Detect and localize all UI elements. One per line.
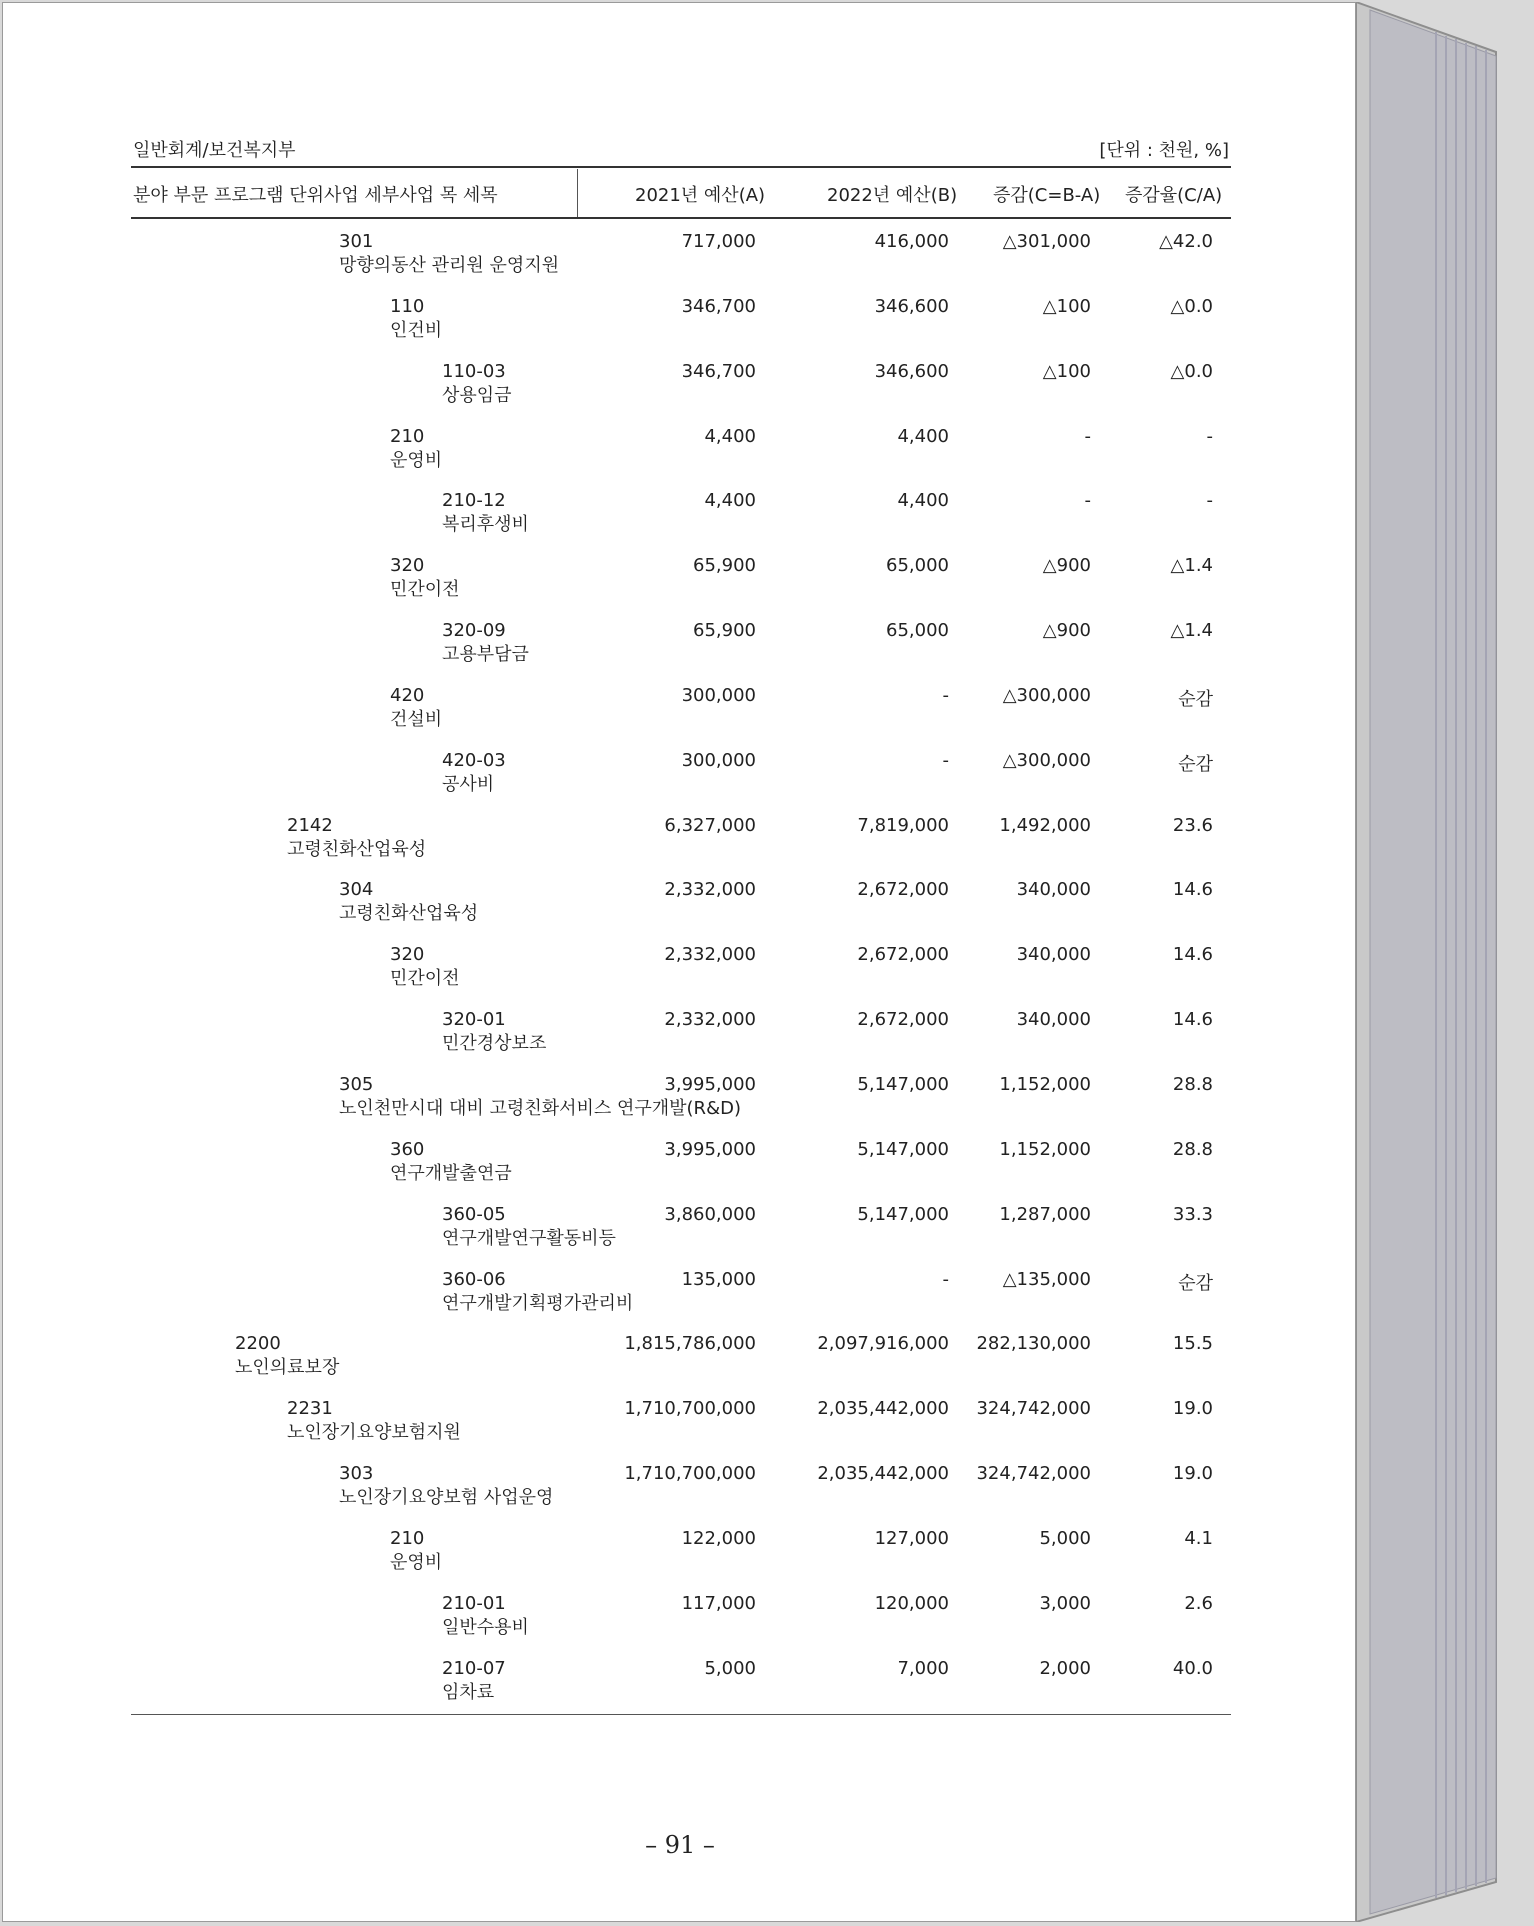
budget-2021-value: 4,400 [704, 490, 756, 512]
item-code: 210-07 [442, 1657, 506, 1679]
rate-value: 순감 [1178, 688, 1213, 710]
table-row [131, 1070, 1231, 1135]
item-code: 320-01 [442, 1009, 506, 1031]
item-name: 인건비 [390, 319, 443, 341]
budget-2022-value: 2,035,442,000 [817, 1398, 949, 1420]
item-code: 2200 [235, 1333, 281, 1355]
change-value: 1,287,000 [999, 1203, 1091, 1225]
item-code: 110-03 [442, 360, 506, 382]
budget-2021-value: 5,000 [704, 1657, 756, 1679]
rate-value: 2.6 [1184, 1592, 1213, 1614]
budget-2021-value: 1,815,786,000 [624, 1333, 756, 1355]
book-page-edges [1356, 2, 1508, 1922]
rate-value: - [1206, 490, 1213, 512]
rate-value: 14.6 [1172, 944, 1213, 966]
col-budget-2022: 2022년 예산(B) [827, 185, 958, 206]
item-name: 운영비 [390, 1551, 443, 1573]
item-code: 210 [390, 425, 425, 447]
budget-2022-value: 346,600 [874, 295, 949, 317]
col-classification: 분야 부문 프로그램 단위사업 세부사업 목 세목 [133, 185, 498, 206]
budget-2022-value: 4,400 [897, 490, 949, 512]
item-name: 노인의료보장 [235, 1357, 340, 1379]
budget-2021-value: 65,900 [693, 555, 756, 577]
change-value: 340,000 [1016, 1009, 1091, 1031]
rate-value: 19.0 [1172, 1398, 1213, 1420]
table-row [131, 227, 1231, 292]
change-value: △300,000 [1002, 684, 1091, 706]
budget-2022-value: - [942, 1268, 949, 1290]
change-value: △900 [1042, 620, 1091, 642]
item-code: 2231 [287, 1398, 333, 1420]
item-name: 임차료 [442, 1681, 495, 1703]
rate-value: 28.8 [1172, 1138, 1213, 1160]
rate-value: 4.1 [1184, 1527, 1213, 1549]
item-code: 305 [339, 1073, 374, 1095]
item-name: 공사비 [442, 773, 495, 795]
item-name: 연구개발기획평가관리비 [442, 1292, 634, 1314]
table-row [131, 1459, 1231, 1524]
rate-value: △1.4 [1170, 555, 1213, 577]
item-code: 360 [390, 1138, 425, 1160]
item-code: 320-09 [442, 620, 506, 642]
item-name: 고령친화산업육성 [339, 903, 479, 925]
item-code: 210-01 [442, 1592, 506, 1614]
budget-2021-value: 6,327,000 [664, 814, 756, 836]
table-row [131, 875, 1231, 940]
budget-2022-value: 65,000 [886, 555, 949, 577]
change-value: - [1084, 425, 1091, 447]
table-row [131, 1329, 1231, 1394]
budget-2021-value: 346,700 [681, 295, 756, 317]
table-bottom-rule [131, 1714, 1231, 1715]
budget-2021-value: 300,000 [681, 749, 756, 771]
document-page [2, 2, 1356, 1922]
budget-2022-value: - [942, 684, 949, 706]
item-name: 노인장기요양보험지원 [287, 1422, 461, 1444]
table-row [131, 1589, 1231, 1654]
rate-value: 40.0 [1172, 1657, 1213, 1679]
budget-2021-value: 3,995,000 [664, 1138, 756, 1160]
budget-2022-value: 416,000 [874, 231, 949, 252]
budget-2022-value: 2,035,442,000 [817, 1463, 949, 1485]
item-name: 복리후생비 [442, 514, 529, 536]
item-name: 노인천만시대 대비 고령친화서비스 연구개발(R&D) [339, 1097, 741, 1119]
change-value: △100 [1042, 295, 1091, 317]
change-value: △135,000 [1002, 1268, 1091, 1290]
table-top-rule [131, 166, 1231, 168]
page-header [129, 136, 1229, 166]
item-name: 민간이전 [390, 579, 460, 601]
change-value: 340,000 [1016, 944, 1091, 966]
budget-2021-value: 717,000 [681, 231, 756, 252]
budget-2021-value: 122,000 [681, 1527, 756, 1549]
table-row [131, 811, 1231, 876]
rate-value: 14.6 [1172, 879, 1213, 901]
item-name: 일반수용비 [442, 1616, 529, 1638]
rate-value: 순감 [1178, 753, 1213, 775]
budget-2022-value: 127,000 [874, 1527, 949, 1549]
item-name: 민간이전 [390, 968, 460, 990]
rate-value: - [1206, 425, 1213, 447]
table-header-rule [131, 217, 1231, 219]
item-code: 210-12 [442, 490, 506, 512]
header-account-label: 일반회계/보건복지부 [133, 140, 296, 161]
change-value: - [1084, 490, 1091, 512]
table-row [131, 1654, 1231, 1719]
budget-2022-value: 346,600 [874, 360, 949, 382]
header-unit-label: [단위 : 천원, %] [1099, 140, 1229, 161]
item-name: 건설비 [390, 708, 443, 730]
page-number: – 91 – [645, 1831, 715, 1859]
table-row [131, 746, 1231, 811]
budget-2022-value: 2,097,916,000 [817, 1333, 949, 1355]
budget-2021-value: 4,400 [704, 425, 756, 447]
table-row [131, 616, 1231, 681]
rate-value: △0.0 [1170, 360, 1213, 382]
table-row [131, 940, 1231, 1005]
budget-2021-value: 135,000 [681, 1268, 756, 1290]
item-name: 노인장기요양보험 사업운영 [339, 1487, 554, 1509]
change-value: △301,000 [1002, 231, 1091, 252]
change-value: 324,742,000 [976, 1398, 1091, 1420]
col-rate: 증감율(C/A) [1125, 185, 1223, 206]
col-budget-2021: 2021년 예산(A) [635, 185, 766, 206]
change-value: 1,152,000 [999, 1138, 1091, 1160]
table-row [131, 357, 1231, 422]
budget-2021-value: 2,332,000 [664, 944, 756, 966]
rate-value: △42.0 [1159, 231, 1213, 252]
item-name: 연구개발출연금 [390, 1162, 512, 1184]
col-change: 증감(C=B-A) [993, 185, 1101, 206]
budget-2022-value: 4,400 [897, 425, 949, 447]
table-row [131, 1005, 1231, 1070]
budget-2022-value: 65,000 [886, 620, 949, 642]
change-value: △300,000 [1002, 749, 1091, 771]
change-value: 5,000 [1039, 1527, 1091, 1549]
item-code: 360-06 [442, 1268, 506, 1290]
budget-2022-value: 2,672,000 [857, 944, 949, 966]
table-row [131, 486, 1231, 551]
item-code: 360-05 [442, 1203, 506, 1225]
budget-2021-value: 1,710,700,000 [624, 1398, 756, 1420]
change-value: 3,000 [1039, 1592, 1091, 1614]
budget-2021-value: 346,700 [681, 360, 756, 382]
budget-table-body [131, 227, 1231, 1718]
rate-value: 28.8 [1172, 1073, 1213, 1095]
rate-value: △0.0 [1170, 295, 1213, 317]
table-row [131, 1524, 1231, 1589]
budget-2021-value: 117,000 [681, 1592, 756, 1614]
budget-2021-value: 300,000 [681, 684, 756, 706]
change-value: 2,000 [1039, 1657, 1091, 1679]
rate-value: △1.4 [1170, 620, 1213, 642]
item-name: 고용부담금 [442, 644, 529, 666]
budget-2022-value: 2,672,000 [857, 879, 949, 901]
budget-2021-value: 2,332,000 [664, 1009, 756, 1031]
budget-2021-value: 65,900 [693, 620, 756, 642]
table-row [131, 422, 1231, 487]
change-value: △900 [1042, 555, 1091, 577]
item-code: 303 [339, 1463, 374, 1485]
header-divider [577, 169, 578, 219]
item-code: 110 [390, 295, 425, 317]
item-name: 상용임금 [442, 384, 512, 406]
item-name: 민간경상보조 [442, 1033, 547, 1055]
table-row [131, 1394, 1231, 1459]
change-value: 1,492,000 [999, 814, 1091, 836]
item-code: 304 [339, 879, 374, 901]
change-value: △100 [1042, 360, 1091, 382]
table-row [131, 551, 1231, 616]
rate-value: 19.0 [1172, 1463, 1213, 1485]
budget-2021-value: 3,860,000 [664, 1203, 756, 1225]
table-row [131, 681, 1231, 746]
item-name: 고령친화산업육성 [287, 838, 427, 860]
table-row [131, 1265, 1231, 1330]
item-code: 210 [390, 1527, 425, 1549]
budget-2021-value: 3,995,000 [664, 1073, 756, 1095]
budget-2021-value: 1,710,700,000 [624, 1463, 756, 1485]
budget-2022-value: - [942, 749, 949, 771]
rate-value: 23.6 [1172, 814, 1213, 836]
budget-2022-value: 5,147,000 [857, 1138, 949, 1160]
change-value: 324,742,000 [976, 1463, 1091, 1485]
item-code: 301 [339, 231, 374, 252]
item-code: 420 [390, 684, 425, 706]
item-code: 420-03 [442, 749, 506, 771]
table-row [131, 1135, 1231, 1200]
budget-2022-value: 2,672,000 [857, 1009, 949, 1031]
item-code: 320 [390, 944, 425, 966]
item-code: 2142 [287, 814, 333, 836]
table-row [131, 1200, 1231, 1265]
item-code: 320 [390, 555, 425, 577]
budget-2022-value: 5,147,000 [857, 1073, 949, 1095]
change-value: 282,130,000 [976, 1333, 1091, 1355]
rate-value: 14.6 [1172, 1009, 1213, 1031]
budget-2022-value: 7,000 [897, 1657, 949, 1679]
item-name: 운영비 [390, 449, 443, 471]
budget-2022-value: 7,819,000 [857, 814, 949, 836]
rate-value: 15.5 [1172, 1333, 1213, 1355]
budget-2022-value: 5,147,000 [857, 1203, 949, 1225]
item-name: 연구개발연구활동비등 [442, 1227, 616, 1249]
table-row [131, 292, 1231, 357]
change-value: 1,152,000 [999, 1073, 1091, 1095]
item-name: 망향의동산 관리원 운영지원 [339, 255, 560, 276]
table-column-header [131, 169, 1231, 219]
budget-2022-value: 120,000 [874, 1592, 949, 1614]
budget-2021-value: 2,332,000 [664, 879, 756, 901]
change-value: 340,000 [1016, 879, 1091, 901]
rate-value: 33.3 [1172, 1203, 1213, 1225]
rate-value: 순감 [1178, 1272, 1213, 1294]
